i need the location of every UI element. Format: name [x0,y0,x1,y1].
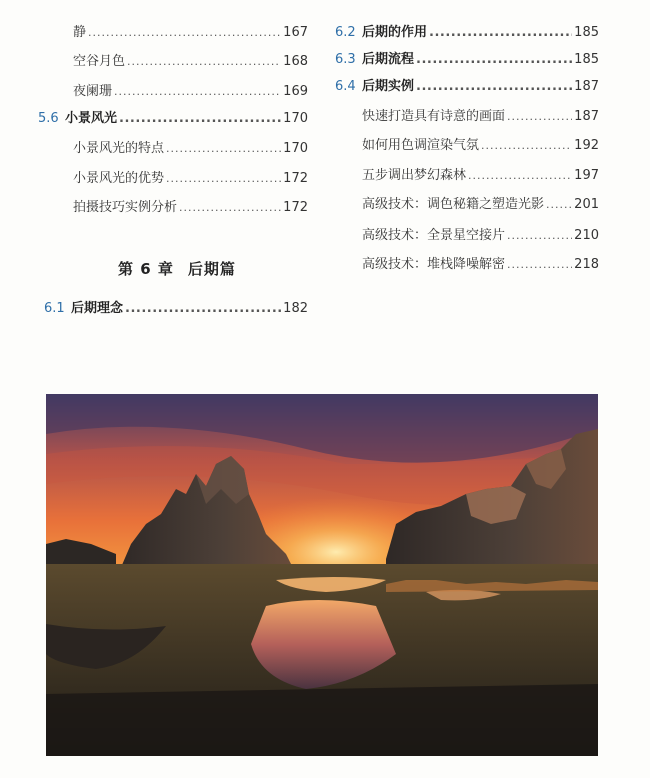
toc-page-number: 167 [283,25,308,40]
toc-entry-title: 快速打造具有诗意的画面 [362,109,506,124]
toc-section-entry[interactable] [335,22,599,44]
toc-entry-title: 高级技术：堆栈降噪解密 [362,257,506,272]
toc-leader-dots [481,135,572,157]
toc-leader-dots [166,138,281,160]
toc-leader-dots [88,22,281,44]
toc-leader-dots [416,76,572,98]
toc-section-number: 6.1 [44,301,65,316]
toc-section-entry[interactable] [44,298,308,320]
toc-page-number: 187 [574,79,599,94]
toc-leader-dots [468,165,572,187]
toc-entry[interactable] [46,22,308,44]
toc-entry[interactable] [46,138,308,160]
toc-leader-dots [114,81,281,103]
toc-page-number: 172 [283,200,308,215]
toc-entry[interactable] [46,81,308,103]
toc-leader-dots [179,197,281,219]
toc-entry-title: 空谷月色 [73,54,126,69]
toc-page-number: 201 [574,197,599,212]
toc-page-number: 192 [574,138,599,153]
chapter-label: 第 6 章 [118,260,174,278]
toc-page-number: 218 [574,257,599,272]
toc-entry-title: 夜阑珊 [73,84,113,99]
toc-entry[interactable] [46,197,308,219]
toc-page-number: 170 [283,111,308,126]
toc-leader-dots [429,22,572,44]
toc-leader-dots [127,51,281,73]
toc-entry-title: 小景风光的特点 [73,141,165,156]
toc-entry[interactable] [335,165,599,187]
toc-section-number: 6.2 [335,25,356,40]
toc-section-title: 后期理念 [71,301,124,316]
toc-section-entry[interactable] [38,108,308,130]
toc-section-entry[interactable] [335,49,599,71]
toc-leader-dots [546,194,572,216]
toc-leader-dots [507,106,572,128]
toc-entry-title: 小景风光的优势 [73,171,165,186]
toc-page-number: 168 [283,54,308,69]
toc-entry-title: 如何用色调渲染气氛 [362,138,480,153]
toc-entry-title: 静 [73,25,87,40]
toc-page-number: 197 [574,168,599,183]
toc-page-number: 169 [283,84,308,99]
toc-entry[interactable] [335,106,599,128]
toc-section-number: 6.4 [335,79,356,94]
sunset-landscape-photo [46,394,598,756]
toc-leader-dots [507,225,572,247]
toc-section-title: 后期的作用 [362,25,428,40]
toc-entry[interactable] [335,135,599,157]
toc-section-title: 后期流程 [362,52,415,67]
toc-entry[interactable] [335,225,599,247]
toc-page-number: 172 [283,171,308,186]
toc-entry-title: 高级技术：全景星空接片 [362,228,506,243]
toc-page-number: 185 [574,25,599,40]
toc-entry-title: 拍摄技巧实例分析 [73,200,178,215]
toc-entry-title: 高级技术：调色秘籍之塑造光影 [362,197,545,212]
toc-section-number: 6.3 [335,52,356,67]
toc-page-number: 210 [574,228,599,243]
toc-page-number: 170 [283,141,308,156]
toc-leader-dots [166,168,281,190]
toc-page-number: 182 [283,301,308,316]
toc-page-number: 185 [574,52,599,67]
toc-entry[interactable] [46,51,308,73]
toc-entry-title: 五步调出梦幻森林 [362,168,467,183]
toc-leader-dots [507,254,572,276]
toc-entry[interactable] [335,254,599,276]
toc-entry[interactable] [335,194,599,216]
toc-entry[interactable] [46,168,308,190]
toc-leader-dots [416,49,572,71]
toc-page-number: 187 [574,109,599,124]
toc-section-entry[interactable] [335,76,599,98]
toc-section-title: 后期实例 [362,79,415,94]
toc-leader-dots [119,108,281,130]
chapter-title: 后期篇 [187,260,236,278]
chapter-heading [118,258,236,279]
toc-leader-dots [125,298,281,320]
toc-section-title: 小景风光 [65,111,118,126]
toc-section-number: 5.6 [38,111,59,126]
